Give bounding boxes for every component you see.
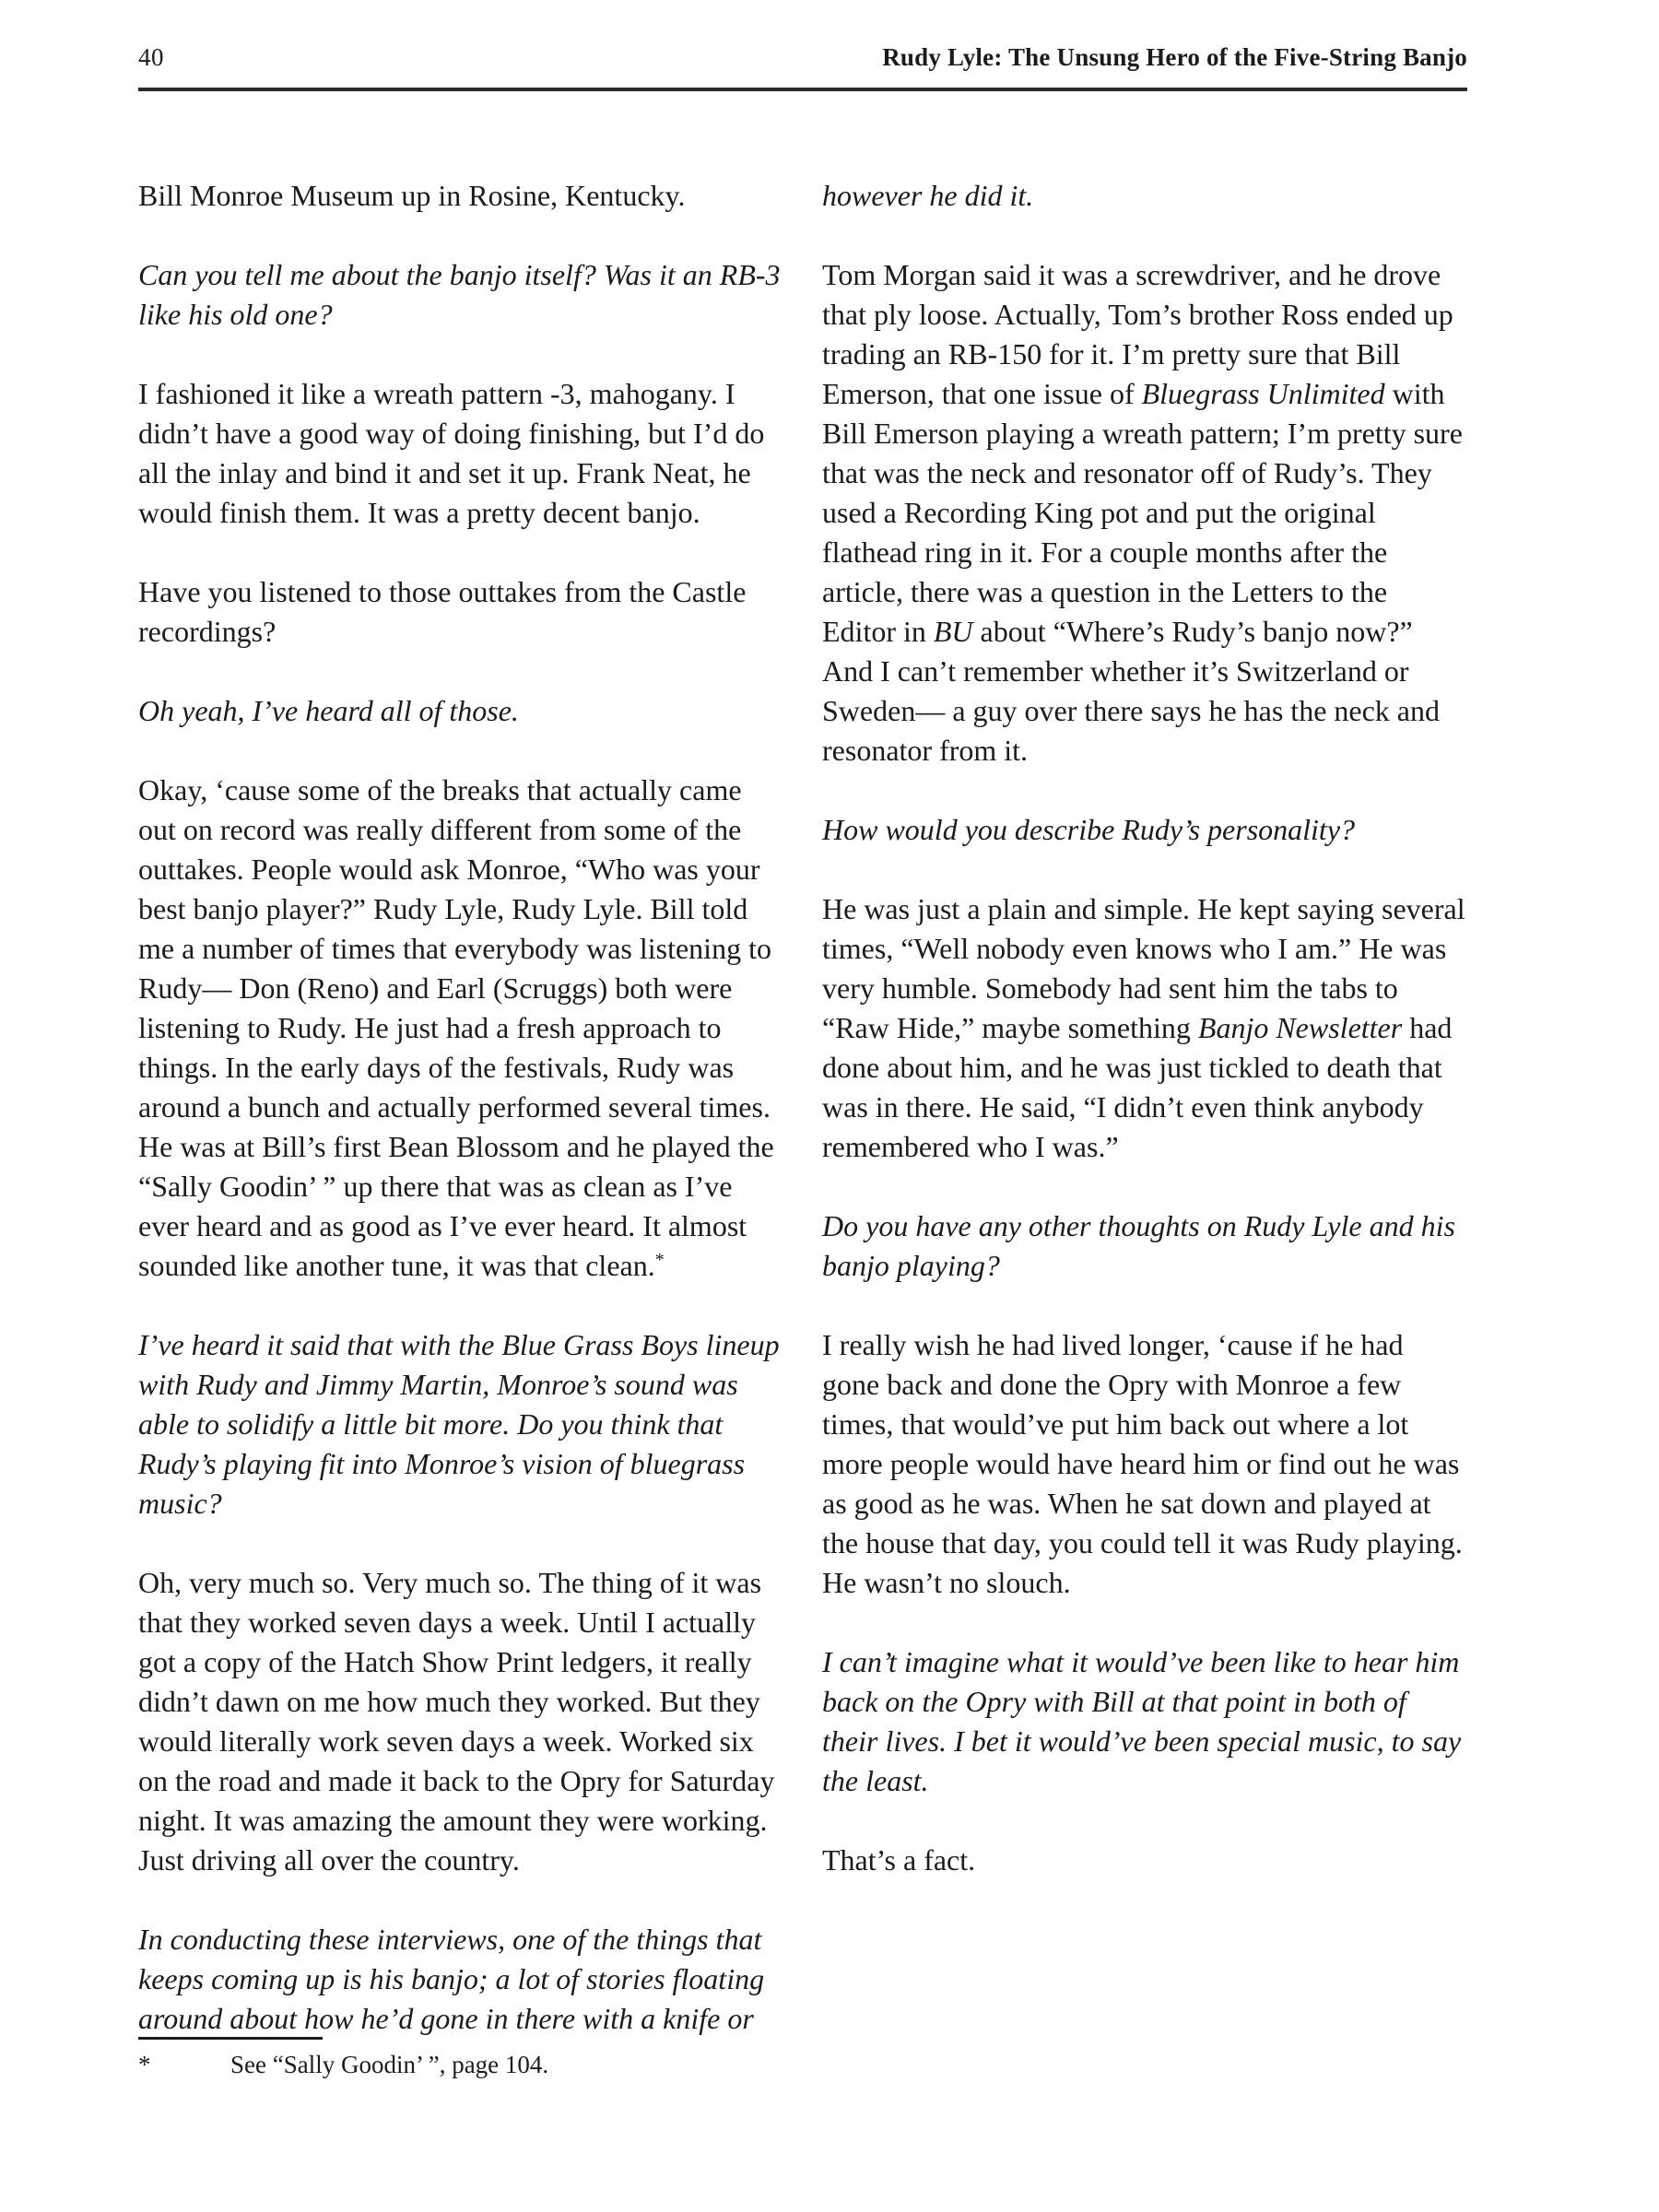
footnote-text: See “Sally Goodin’ ”, page 104. — [230, 2051, 549, 2078]
paragraph-text: Okay, ‘cause some of the breaks that actually came out on record was really different from some of the outtakes. People would ask Monroe, “Who was your best banjo player?” Rudy Lyle, Rudy Lyle. Bill told me a number of times that everybody was listening to Rudy— Don (Reno) and Earl (Scruggs) both were listening to Rudy. He just had a fresh approach to things. In the early days of the festivals, Rudy was around a bunch and actually performed several times. He was at Bill’s first Bean Blossom and he played the “Sally Goodin’ ” up there that was as clean as I’ve ever heard and as good as I’ve ever heard. It almost sounded like another tune, it was that clean. — [138, 773, 774, 1282]
footnote — [138, 2049, 783, 2080]
interview-answer-paragraph — [822, 1841, 1467, 1880]
body-columns — [138, 176, 1467, 2080]
interview-answer-paragraph — [138, 374, 783, 533]
right-column-paragraphs — [822, 176, 1467, 1880]
footnote-reference-asterisk: * — [654, 1250, 665, 1270]
interview-answer-paragraph — [822, 255, 1467, 771]
paragraph-text: He was just a plain and simple. He kept saying several times, “Well nobody even knows who I am.” He was very humble. Somebody had sent him the tabs to “Raw Hide,” maybe something — [822, 892, 1465, 1044]
interview-question-paragraph — [138, 1920, 783, 2039]
paragraph-text: had done about him, and he was just tickled to death that was in there. He said, “I didn’t even think anybody remembered who I was.” — [822, 1011, 1453, 1163]
page-number: 40 — [138, 43, 164, 71]
paragraph-text: Bill Monroe Museum up in Rosine, Kentucky. — [138, 179, 686, 212]
paragraph-text: That’s a fact. — [822, 1843, 976, 1877]
inline-italic-title: Bluegrass Unlimited — [1141, 377, 1385, 410]
interview-answer-paragraph — [138, 1563, 783, 1880]
interview-question-paragraph — [822, 1206, 1467, 1286]
interview-answer-paragraph — [138, 572, 783, 652]
paragraph-text: In conducting these interviews, one of the things that keeps coming up is his banjo; a lot of stories floating around about how he’d gone in there with a knife or — [138, 1923, 765, 2035]
left-column — [138, 176, 783, 2080]
paragraph-text: I fashioned it like a wreath pattern -3, mahogany. I didn’t have a good way of doing finishing, but I’d do all the inlay and bind it and set it up. Frank Neat, he would finish them. It was a pretty decent banjo. — [138, 377, 765, 529]
page-header — [138, 42, 1467, 73]
paragraph-text: Can you tell me about the banjo itself? Was it an RB-3 like his old one? — [138, 258, 781, 331]
right-column — [822, 176, 1467, 2080]
paragraph-text: I can’t imagine what it would’ve been like to hear him back on the Opry with Bill at that point in both of their lives. I bet it would’ve been special music, to say the least. — [822, 1645, 1462, 1797]
paragraph-text: Have you listened to those outtakes from the Castle recordings? — [138, 575, 747, 648]
left-column-paragraphs — [138, 176, 783, 2039]
interview-question-paragraph — [138, 1325, 783, 1524]
inline-italic-title: BU — [933, 615, 973, 648]
paragraph-text: Tom Morgan said it was a screwdriver, and he drove that ply loose. Actually, Tom’s brother Ross ended up trading an RB-150 for it. I’m pretty sure that Bill Emerson, that one issue of — [822, 258, 1453, 410]
paragraph-text: however he did it. — [822, 179, 1034, 212]
paragraph-text: I really wish he had lived longer, ‘cause if he had gone back and done the Opry with Monroe a few times, that would’ve put him back out where a lot more people would have heard him or find out he was as good as he was. When he sat down and played at the house that day, you could tell it was Rudy playing. He wasn’t no slouch. — [822, 1328, 1463, 1599]
paragraph-text: I’ve heard it said that with the Blue Grass Boys lineup with Rudy and Jimmy Martin, Monroe’s sound was able to solidify a little bit more. Do you think that Rudy’s playing fit into Monroe’s vision of bluegrass music? — [138, 1328, 780, 1520]
paragraph-text: How would you describe Rudy’s personality? — [822, 813, 1356, 846]
header-rule — [138, 88, 1467, 91]
interview-question-paragraph — [138, 691, 783, 731]
interview-answer-paragraph — [822, 889, 1467, 1167]
paragraph-text: about “Where’s Rudy’s banjo now?” And I can’t remember whether it’s Switzerland or Sweden— a guy over there says he has the neck and resonator from it. — [822, 615, 1440, 767]
paragraph-text: Oh, very much so. Very much so. The thing of it was that they worked seven days a week. Until I actually got a copy of the Hatch Show Print ledgers, it really didn’t dawn on me how much they worked. But they would literally work seven days a week. Worked six on the road and made it back to the Opry for Saturday night. It was amazing the amount they were working. Just driving all over the country. — [138, 1566, 775, 1877]
inline-italic-title: Banjo Newsletter — [1197, 1011, 1403, 1044]
paragraph-text: with Bill Emerson playing a wreath pattern; I’m pretty sure that was the neck and resonator off of Rudy’s. They used a Recording King pot and put the original flathead ring in it. For a couple months after the article, there was a question in the Letters to the Editor in — [822, 377, 1463, 648]
paragraph-text: Oh yeah, I’ve heard all of those. — [138, 694, 519, 727]
interview-answer-paragraph — [138, 771, 783, 1286]
interview-question-paragraph — [822, 810, 1467, 850]
footnote-marker: * — [138, 2051, 151, 2078]
paragraph-text: Do you have any other thoughts on Rudy Lyle and his banjo playing? — [822, 1209, 1455, 1282]
interview-question-paragraph — [138, 255, 783, 335]
interview-question-paragraph — [822, 1642, 1467, 1801]
interview-question-paragraph — [822, 176, 1467, 216]
running-title: Rudy Lyle: The Unsung Hero of the Five-String Banjo — [882, 43, 1467, 71]
interview-answer-paragraph — [822, 1325, 1467, 1603]
interview-answer-paragraph — [138, 176, 783, 216]
